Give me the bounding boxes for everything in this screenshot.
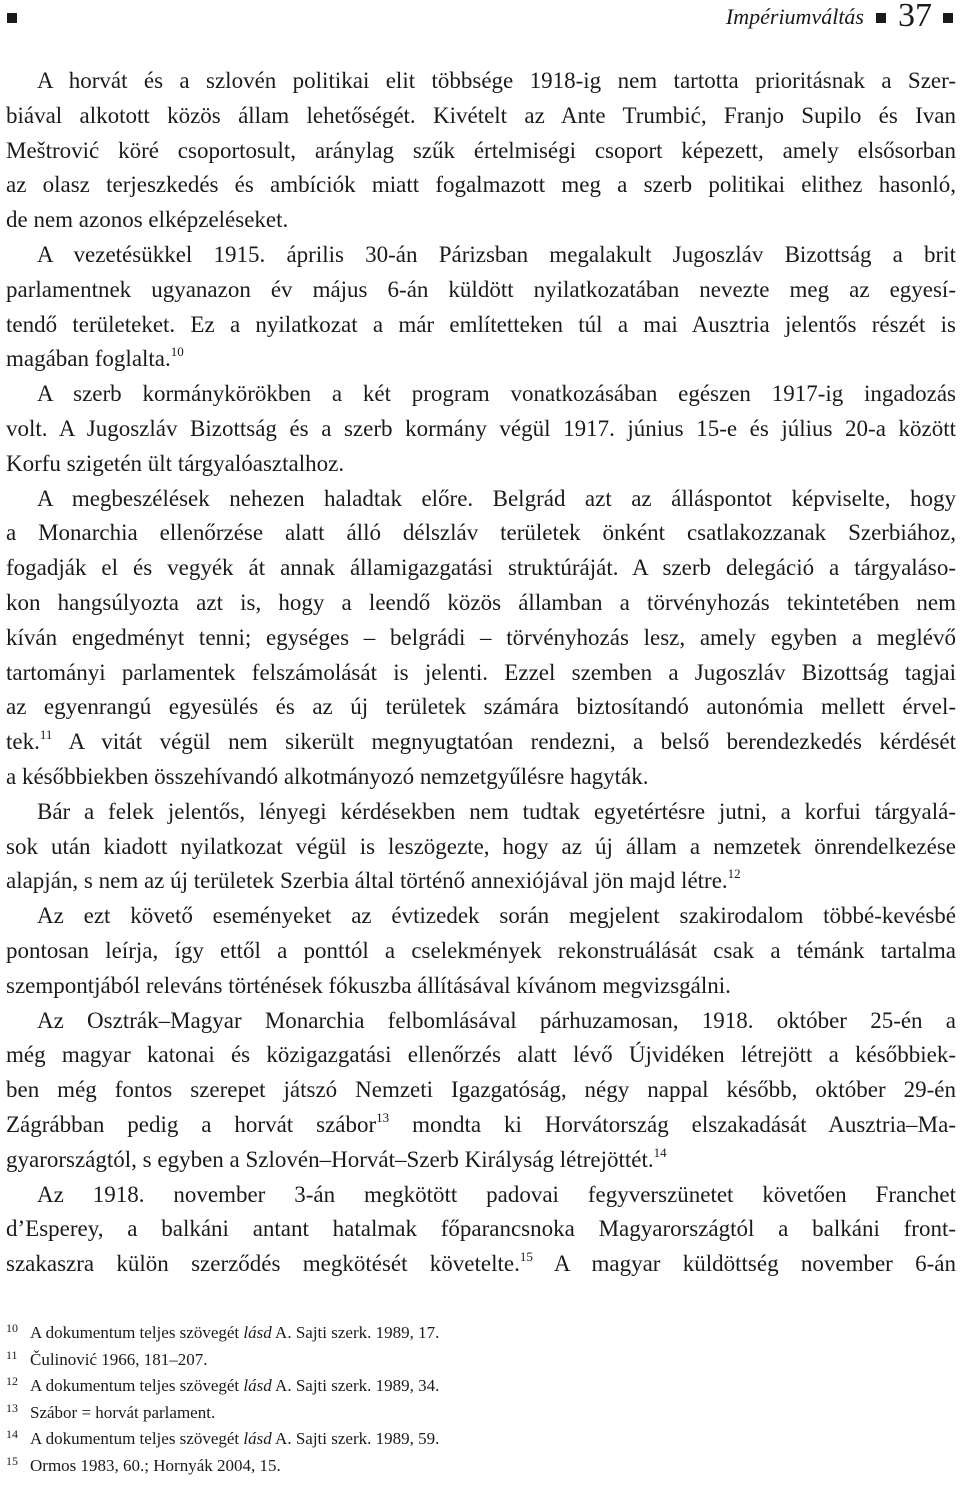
footnote-ref[interactable]: 15 [519,1249,533,1265]
text-line: a Monarchia ellenőrzése alatt álló délszláv területek önként csatlakozzanak Szerbiához, [6,520,956,546]
text-line: A horvát és a szlovén politikai elit többsége 1918-ig nem tartotta prioritásnak a Szer- [37,68,956,93]
text-line: még magyar katonai és közigazgatási ellenőrzés alatt lévő Újvidéken létrejött a későbbiek- [6,1042,956,1068]
footnote-ref[interactable]: 13 [376,1109,390,1125]
square-ornament-icon [7,13,17,23]
text-line: alapján, s nem az új területek Szerbia által történő annexiójával jön majd létre.$^{12}$ [6,866,741,894]
text-line: A megbeszélések nehezen haladtak előre. Belgrád azt az álláspontot képviselte, hogy [37,485,956,511]
footnote: 12 A dokumentum teljes szövegét lásd A. Sajti szerk. 1989, 34. [6,1374,440,1395]
text-line: biával alkotott közös állam lehetőségét. Kivételt az Ante Trumbić, Franjo Supilo és Ivan [6,102,956,128]
text-line: szempontjából releváns történések fókuszba állításával kívánom megvizsgálni. [6,972,731,998]
text-line: fogadják el és vegyék át annak államigazgatási struktúráját. A szerb delegáció a tárgyaláso- [6,555,956,581]
text-line: tendő területeket. Ez a nyilatkozat a már említetteken túl a mai Ausztria jelentős részét is [6,311,956,337]
text-line: Bár a felek jelentős, lényegi kérdésekben nem tudtak egyetértésre jutni, a korfui tárgyalá- [37,798,956,824]
footnotes [6,1320,946,1479]
text-line: ben még fontos szerepet játszó Nemzeti Igazgatóság, négy nappal később, október 29-én [6,1077,956,1103]
text-line: szakaszra külön szerződés megkötését követelte.$^{15}$ A magyar küldöttség november 6-án [6,1249,956,1277]
text-line: volt. A Jugoszláv Bizottság és a szerb kormány végül 1917. június 15-e és július 20-a között [6,415,956,441]
body-text [6,64,956,1282]
text-line: az egyenrangú egyesülés és az új területek számára biztosítandó autonómia mellett érvel- [6,694,956,720]
footnote: 10 A dokumentum teljes szövegét lásd A. Sajti szerk. 1989, 17. [6,1321,440,1342]
footnote: 11 Čulinović 1966, 181–207. [6,1347,208,1369]
page-number: 37 [898,0,932,34]
square-ornament-icon [943,13,953,23]
text-line: d’Esperey, a balkáni antant hatalmak főparancsnoka Magyarországtól a balkáni front- [6,1216,956,1242]
text-line: Meštrović köré csoportosult, aránylag szűk értelmiségi csoport képezett, amely elsősorban [6,137,956,163]
text-line: Zágrábban pedig a horvát szábor$^{13}$ mondta ki Horvátország elszakadását Ausztria–Ma- [6,1109,956,1137]
text-line: de nem azonos elképzeléseket. [6,207,289,233]
text-line: tartományi parlamentek felszámolását is jelenti. Ezzel szemben a Jugoszláv Bizottság tagjai [6,659,956,685]
footnote-ref[interactable]: 12 [727,866,741,882]
running-title: Impériumváltás [725,4,864,29]
footnote: 14 A dokumentum teljes szövegét lásd A. Sajti szerk. 1989, 59. [6,1427,440,1448]
text-line: A vezetésükkel 1915. április 30-án Párizsban megalakult Jugoszláv Bizottság a brit [37,241,956,267]
text-line: Az Osztrák–Magyar Monarchia felbomlásával párhuzamosan, 1918. október 25-én a [37,1007,956,1033]
text-line: az olasz terjeszkedés és ambíciók miatt fogalmazott meg a szerb politikai elithez hasonló, [6,172,956,198]
text-line: magában foglalta.$^{10}$ [6,344,184,372]
text-line: Az ezt követő eseményeket az évtizedek során megjelent szakirodalom többé-kevésbé [37,903,956,929]
footnote-ref[interactable]: 14 [653,1144,667,1160]
text-line: tek.$^{11}$ A vitát végül nem sikerült megnyugtatóan rendezni, a belső berendezkedés kérdését [6,727,956,755]
text-line: Az 1918. november 3-án megkötött padovai fegyverszünetet követően Franchet [37,1181,956,1207]
running-header [0,0,960,34]
text-line: gyarországtól, s egyben a Szlovén–Horvát–Szerb Királyság létrejöttét.$^{14}$ [6,1144,667,1172]
text-line: Korfu szigetén ült tárgyalóasztalhoz. [6,450,345,476]
text-line: pontosan leírja, így ettől a ponttól a cselekmények rekonstruálását csak a témánk tartalma [6,937,956,963]
footnote-ref[interactable]: 11 [39,727,53,743]
text-line: A szerb kormánykörökben a két program vonatkozásában egészen 1917-ig ingadozás [37,381,956,407]
text-line: sok után kiadott nyilatkozat végül is leszögezte, hogy az új állam a nemzetek önrendelkezése [6,833,956,859]
text-line: a későbbiekben összehívandó alkotmányozó nemzetgyűlésre hagyták. [6,763,649,789]
footnote: 15 Ormos 1983, 60.; Hornyák 2004, 15. [6,1453,281,1475]
text-line: parlamentnek ugyanazon év május 6-án küldött nyilatkozatában nevezte meg az egyesí- [6,276,956,302]
footnote-ref[interactable]: 10 [170,344,184,360]
text-line: kíván engedményt tenni; egységes – belgrádi – törvényhozás lesz, amely egyben a meglévő [6,624,956,650]
square-ornament-icon [876,13,886,23]
footnote: 13 Szábor = horvát parlament. [6,1400,216,1422]
text-line: kon hangsúlyozta azt is, hogy a leendő közös államban a törvényhozás tekintetében nem [6,589,956,615]
